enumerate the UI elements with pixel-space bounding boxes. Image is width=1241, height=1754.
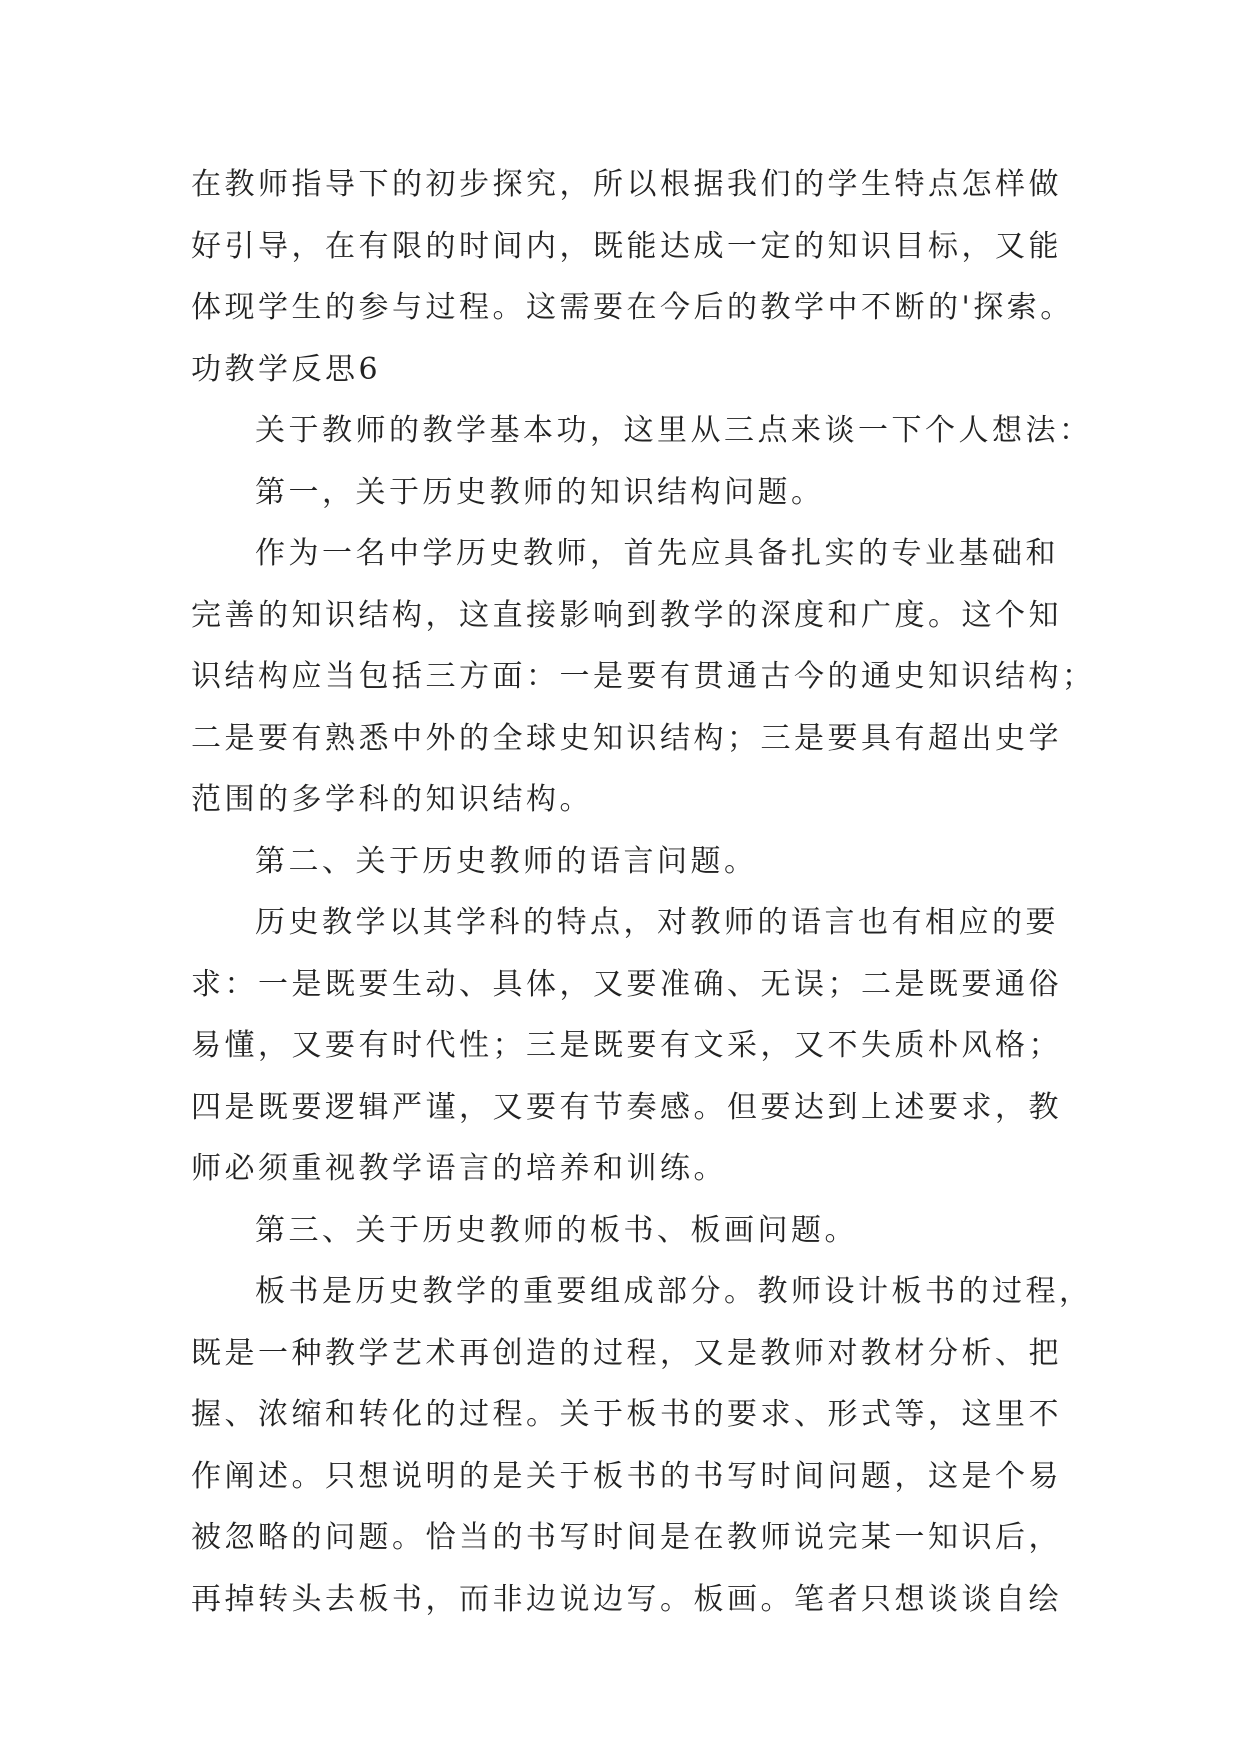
- body-text: [191, 154, 1096, 1630]
- text-line: 在教师指导下的初步探究，所以根据我们的学生特点怎样做: [191, 167, 1062, 202]
- text-line: 识结构应当包括三方面：一是要有贯通古今的通史知识结构；: [191, 659, 1096, 694]
- text-line: 握、浓缩和转化的过程。关于板书的要求、形式等，这里不: [191, 1397, 1062, 1432]
- text-line: 体现学生的参与过程。这需要在今后的教学中不断的'探索。: [191, 290, 1074, 325]
- text-line: 好引导，在有限的时间内，既能达成一定的知识目标，又能: [191, 228, 1062, 264]
- text-line: 作阐述。只想说明的是关于板书的书写时间问题，这是个易: [191, 1458, 1062, 1494]
- text-line: 板书是历史教学的重要组成部分。教师设计板书的过程，: [255, 1274, 1093, 1309]
- text-line: 求：一是既要生动、具体，又要准确、无误；二是既要通俗: [191, 966, 1062, 1002]
- text-line: 历史教学以其学科的特点，对教师的语言也有相应的要: [255, 905, 1059, 940]
- text-line: 第一，关于历史教师的知识结构问题。: [255, 474, 825, 510]
- text-line: 作为一名中学历史教师，首先应具备扎实的专业基础和: [255, 536, 1059, 571]
- text-line: 第二、关于历史教师的语言问题。: [255, 843, 758, 879]
- text-line: 完善的知识结构，这直接影响到教学的深度和广度。这个知: [191, 597, 1062, 633]
- text-line: 四是既要逻辑严谨，又要有节奏感。但要达到上述要求，教: [191, 1089, 1062, 1125]
- text-line: 既是一种教学艺术再创造的过程，又是教师对教材分析、把: [191, 1335, 1062, 1371]
- text-line: 再掉转头去板书，而非边说边写。板画。笔者只想谈谈自绘: [191, 1581, 1062, 1617]
- text-line: 师必须重视教学语言的培养和训练。: [191, 1151, 727, 1186]
- text-line: 易懂，又要有时代性；三是既要有文采，又不失质朴风格；: [191, 1028, 1062, 1063]
- text-line: 第三、关于历史教师的板书、板画问题。: [255, 1212, 858, 1248]
- text-line: 关于教师的教学基本功，这里从三点来谈一下个人想法：: [255, 413, 1093, 448]
- text-line: 二是要有熟悉中外的全球史知识结构；三是要具有超出史学: [191, 720, 1062, 756]
- section-heading: 功教学反思6: [191, 351, 382, 387]
- text-line: 被忽略的问题。恰当的书写时间是在教师说完某一知识后，: [191, 1520, 1062, 1555]
- text-line: 范围的多学科的知识结构。: [191, 782, 593, 817]
